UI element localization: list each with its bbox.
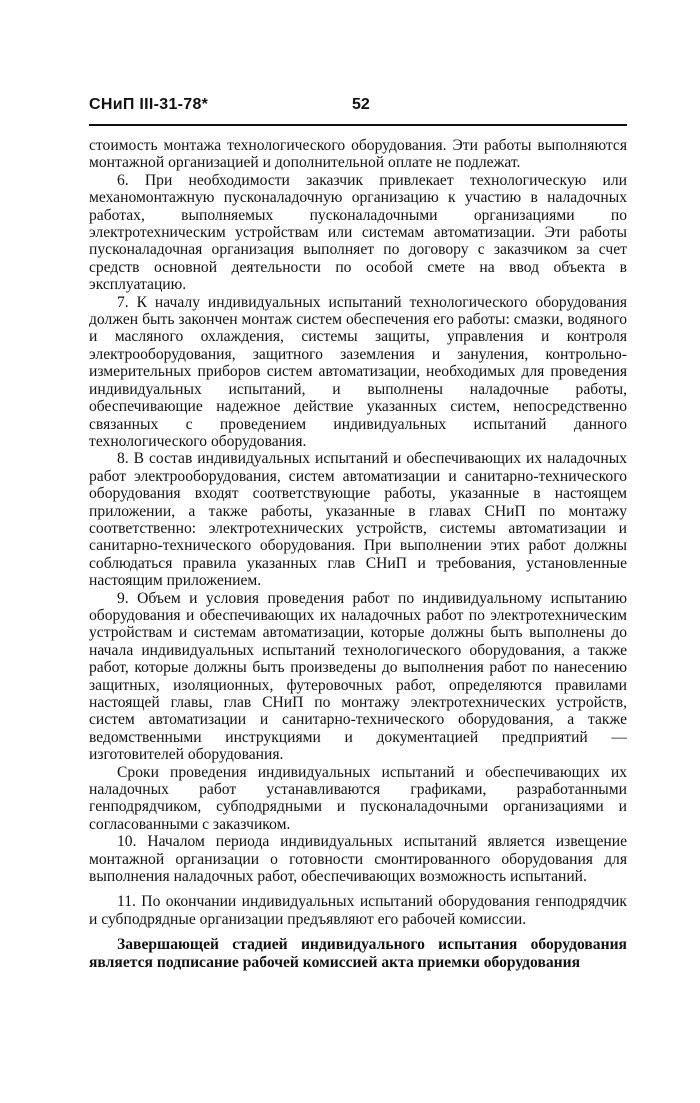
paragraph-item-11: 11. По окончании индивидуальных испытаний оборудования генподрядчик и субподрядные организации предъявляют его рабочей комиссии. — [89, 893, 627, 928]
paragraph-schedule: Сроки проведения индивидуальных испытаний и обеспечивающих их наладочных работ устанавливаются графиками, разработанными генподрядчиком, субподрядными и пусконаладочными организациями и согласованными с заказчиком. — [89, 763, 627, 833]
page-number: 52 — [352, 96, 370, 113]
paragraph-continuation: стоимость монтажа технологического оборудования. Эти работы выполняются монтажной организацией и дополнительной оплате не подлежат. — [89, 137, 627, 172]
paragraph-item-10: 10. Началом периода индивидуальных испытаний является извещение монтажной организации о готовности смонтированного оборудования для выполнения наладочных работ, обеспечивающих возможность испытаний. — [89, 833, 627, 886]
paragraph-item-7: 7. К началу индивидуальных испытаний технологического оборудования должен быть закончен монтаж систем обеспечения его работы: смазки, водяного и масляного охлаждения, системы защиты, управления и контроля электрооборудования, защитного заземления и зануления, контрольно-измерительных приборов систем автоматизации, необходимых для проведения индивидуальных испытаний, и выполнены наладочные работы, обеспечивающие надежное действие указанных систем, непосредственно связанных с проведением индивидуальных испытаний данного технологического оборудования. — [89, 293, 627, 450]
page-body — [89, 137, 627, 971]
page-header — [89, 96, 627, 124]
paragraph-item-8: 8. В состав индивидуальных испытаний и обеспечивающих их наладочных работ электрооборудования, систем автоматизации и санитарно-технического оборудования входят соответствующие работы, указанные в настоящем приложении, а также работы, указанные в главах СНиП по монтажу соответственно: электротехнических устройств, системы автоматизации и санитарно-технического оборудования. При выполнении этих работ должны соблюдаться правила указанных глав СНиП и требования, установленные настоящим приложением. — [89, 450, 627, 590]
document-code: СНиП III-31-78* — [89, 96, 209, 113]
paragraph-item-9: 9. Объем и условия проведения работ по индивидуальному испытанию оборудования и обеспечивающих их наладочных работ по электротехническим устройствам и системам автоматизации, которые должны быть выполнены до начала индивидуальных испытаний технологического оборудования, а также работ, которые должны быть произведены до выполнения работ по нанесению защитных, изоляционных, футеровочных работ, определяются правилами настоящей главы, глав СНиП по монтажу электротехнических устройств, систем автоматизации и санитарно-технического оборудования, а также ведомственными инструкциями и документацией предприятий — изготовителей оборудования. — [89, 589, 627, 764]
paragraph-item-6: 6. При необходимости заказчик привлекает технологическую или механомонтажную пусконаладочную организацию к участию в наладочных работах, выполняемых пусконаладочными организациями по электротехническим устройствам или системам автоматизации. Эти работы пусконаладочная организация выполняет по договору с заказчиком за счет средств основной деятельности по особой смете на ввод объекта в эксплуатацию. — [89, 171, 627, 294]
header-rule — [89, 124, 627, 126]
paragraph-final-stage: Завершающей стадией индивидуального испытания оборудования является подписание рабочей комиссией акта приемки оборудования — [89, 936, 627, 971]
